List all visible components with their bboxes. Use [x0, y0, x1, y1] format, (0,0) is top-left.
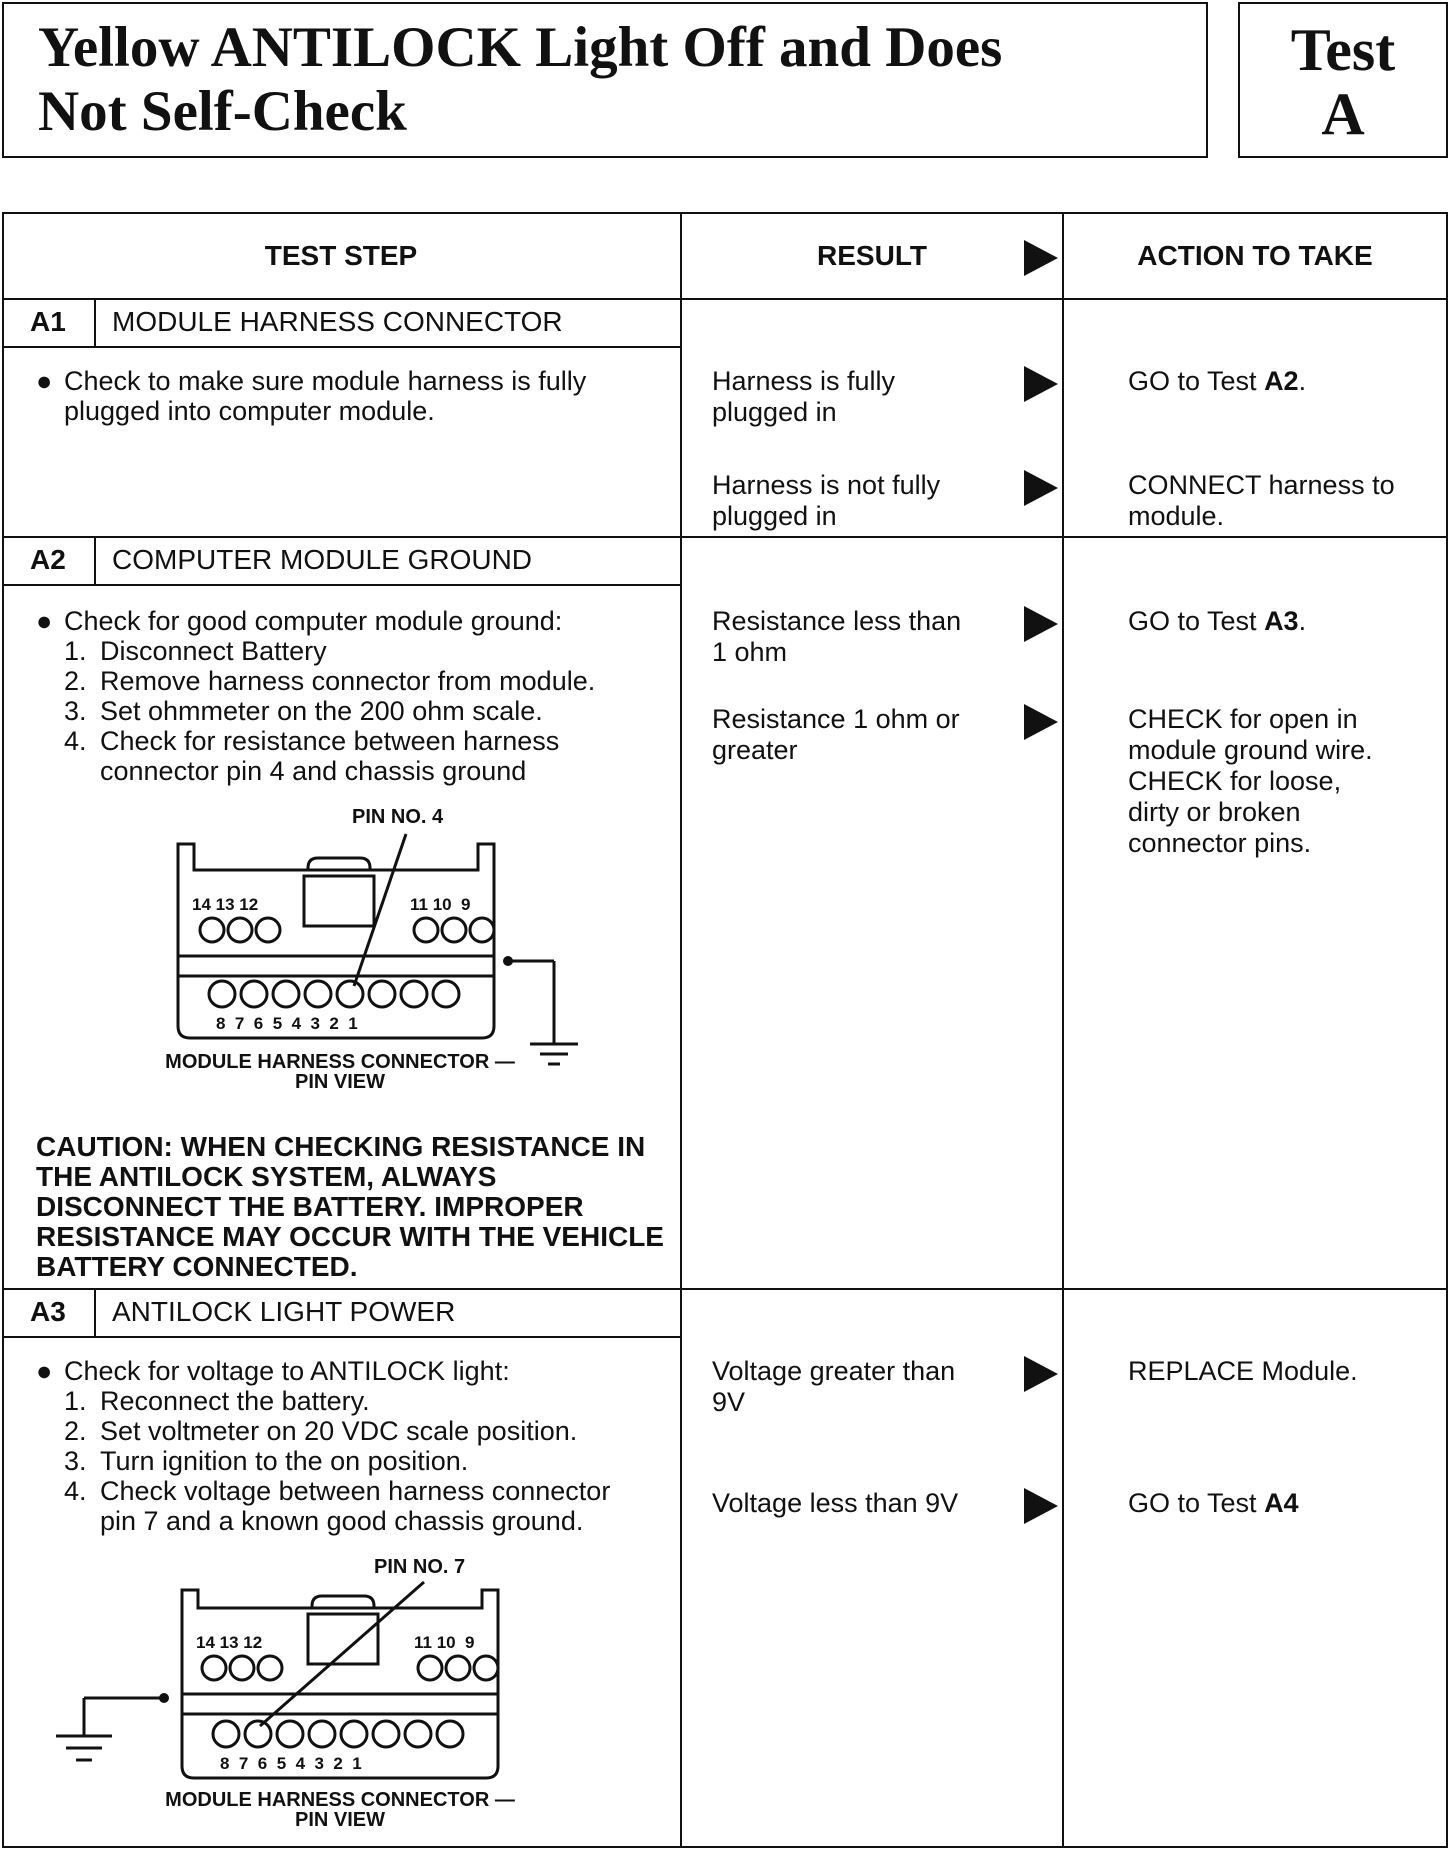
- list-item: 3. Turn ignition to the on position.: [64, 1446, 469, 1476]
- pin-label-7: PIN NO. 7: [374, 1556, 466, 1578]
- a1-result-2: Harness is not fully plugged in: [712, 470, 941, 531]
- diagram-caption-a2: MODULE HARNESS CONNECTOR — PIN VIEW: [165, 1051, 515, 1093]
- bullet-icon: ●: [36, 1356, 53, 1386]
- a2-result-1: Resistance less than 1 ohm: [712, 606, 962, 667]
- a2-action-1: GO to Test A3.: [1128, 606, 1307, 636]
- a3-result-1: Voltage greater than 9V: [712, 1356, 956, 1417]
- connector-diagram-a3: [44, 1576, 514, 1806]
- step-title-a1: MODULE HARNESS CONNECTOR: [112, 306, 563, 337]
- a1-result-1: Harness is fully plugged in: [712, 366, 896, 427]
- top-pins-right: 11 10 9: [410, 895, 471, 914]
- bottom-pins: 8 7 6 5 4 3 2 1: [216, 1014, 358, 1033]
- col-divider-2: [1062, 212, 1064, 1848]
- test-word: Test: [1290, 17, 1396, 83]
- a3-substeps: [64, 1386, 611, 1536]
- a2-id-divider: [94, 536, 96, 584]
- list-item: 4. Check voltage between harness connector: [64, 1476, 611, 1506]
- list-item: 2. Remove harness connector from module.: [64, 666, 596, 696]
- a3-action-1: REPLACE Module.: [1128, 1356, 1358, 1386]
- bottom-pins: 8 7 6 5 4 3 2 1: [220, 1754, 362, 1773]
- page-title: [38, 16, 1002, 144]
- test-id-box: [1238, 2, 1448, 158]
- step-id-a3: A3: [30, 1296, 66, 1327]
- arrow-icon: [1024, 366, 1058, 402]
- arrow-icon: [1024, 1356, 1058, 1392]
- header-action: ACTION TO TAKE: [1137, 240, 1373, 271]
- row-rule-a3: [2, 1288, 1448, 1290]
- bullet-icon: ●: [36, 606, 53, 636]
- header-result: RESULT: [817, 240, 927, 271]
- arrow-icon: [1024, 606, 1058, 642]
- arrow-icon: [1024, 704, 1058, 740]
- row-rule-a2: [2, 536, 1448, 538]
- bullet-icon: ●: [36, 366, 53, 396]
- a1-title-rule: [2, 346, 680, 348]
- test-letter: A: [1321, 81, 1365, 147]
- step-id-a2: A2: [30, 544, 66, 575]
- a3-result-2: Voltage less than 9V: [712, 1488, 959, 1518]
- a1-action-1: GO to Test A2.: [1128, 366, 1307, 396]
- a1-id-divider: [94, 298, 96, 346]
- title-line-1: Yellow ANTILOCK Light Off and Does: [38, 16, 1003, 79]
- list-item: 4. Check for resistance between harness: [64, 726, 560, 756]
- step-title-a2: COMPUTER MODULE GROUND: [112, 544, 533, 575]
- step-id-a1: A1: [30, 306, 66, 337]
- title-box: [2, 2, 1208, 158]
- a2-title-rule: [2, 584, 680, 586]
- list-item: 2. Set voltmeter on 20 VDC scale position.: [64, 1416, 578, 1446]
- a2-substeps: [64, 636, 596, 786]
- a1-action-2: CONNECT harness to module.: [1128, 470, 1395, 531]
- list-item: pin 7 and a known good chassis ground.: [100, 1506, 584, 1536]
- a2-action-2: CHECK for open in module ground wire. CHECK for loose, dirty or broken connector pins.: [1128, 704, 1373, 858]
- list-item: 1. Reconnect the battery.: [64, 1386, 370, 1416]
- caution-note: CAUTION: WHEN CHECKING RESISTANCE IN THE ANTILOCK SYSTEM, ALWAYS DISCONNECT THE BATTERY. IMPROPER RESISTANCE MAY OCCUR WITH THE VEHICLE BATTERY CONNECTED.: [36, 1131, 664, 1282]
- top-pins-left: 14 13 12: [192, 895, 259, 914]
- header-rule: [2, 298, 1448, 300]
- list-item: connector pin 4 and chassis ground: [100, 756, 527, 786]
- a3-action-2: GO to Test A4: [1128, 1488, 1299, 1518]
- top-pins-right: 11 10 9: [414, 1633, 475, 1652]
- a2-bullet: ● Check for good computer module ground:: [36, 606, 563, 636]
- list-item: 1. Disconnect Battery: [64, 636, 327, 666]
- pin-label-4: PIN NO. 4: [352, 806, 444, 828]
- a2-result-2: Resistance 1 ohm or greater: [712, 704, 960, 765]
- diagram-caption-a3: MODULE HARNESS CONNECTOR — PIN VIEW: [165, 1789, 515, 1831]
- connector-diagram-a2: [160, 826, 600, 1076]
- a3-bullet: ● Check for voltage to ANTILOCK light:: [36, 1356, 510, 1386]
- a3-id-divider: [94, 1288, 96, 1336]
- arrow-icon: [1024, 470, 1058, 506]
- list-item: 3. Set ohmmeter on the 200 ohm scale.: [64, 696, 543, 726]
- step-title-a3: ANTILOCK LIGHT POWER: [112, 1296, 456, 1327]
- title-line-2: Not Self-Check: [38, 80, 407, 143]
- col-divider-1: [680, 212, 682, 1848]
- arrow-icon: [1024, 1488, 1058, 1524]
- a1-bullet: ● Check to make sure module harness is fully plugged into computer module.: [36, 366, 587, 426]
- arrow-icon: [1024, 240, 1058, 276]
- header-test-step: TEST STEP: [264, 240, 418, 271]
- top-pins-left: 14 13 12: [196, 1633, 263, 1652]
- a3-title-rule: [2, 1336, 680, 1338]
